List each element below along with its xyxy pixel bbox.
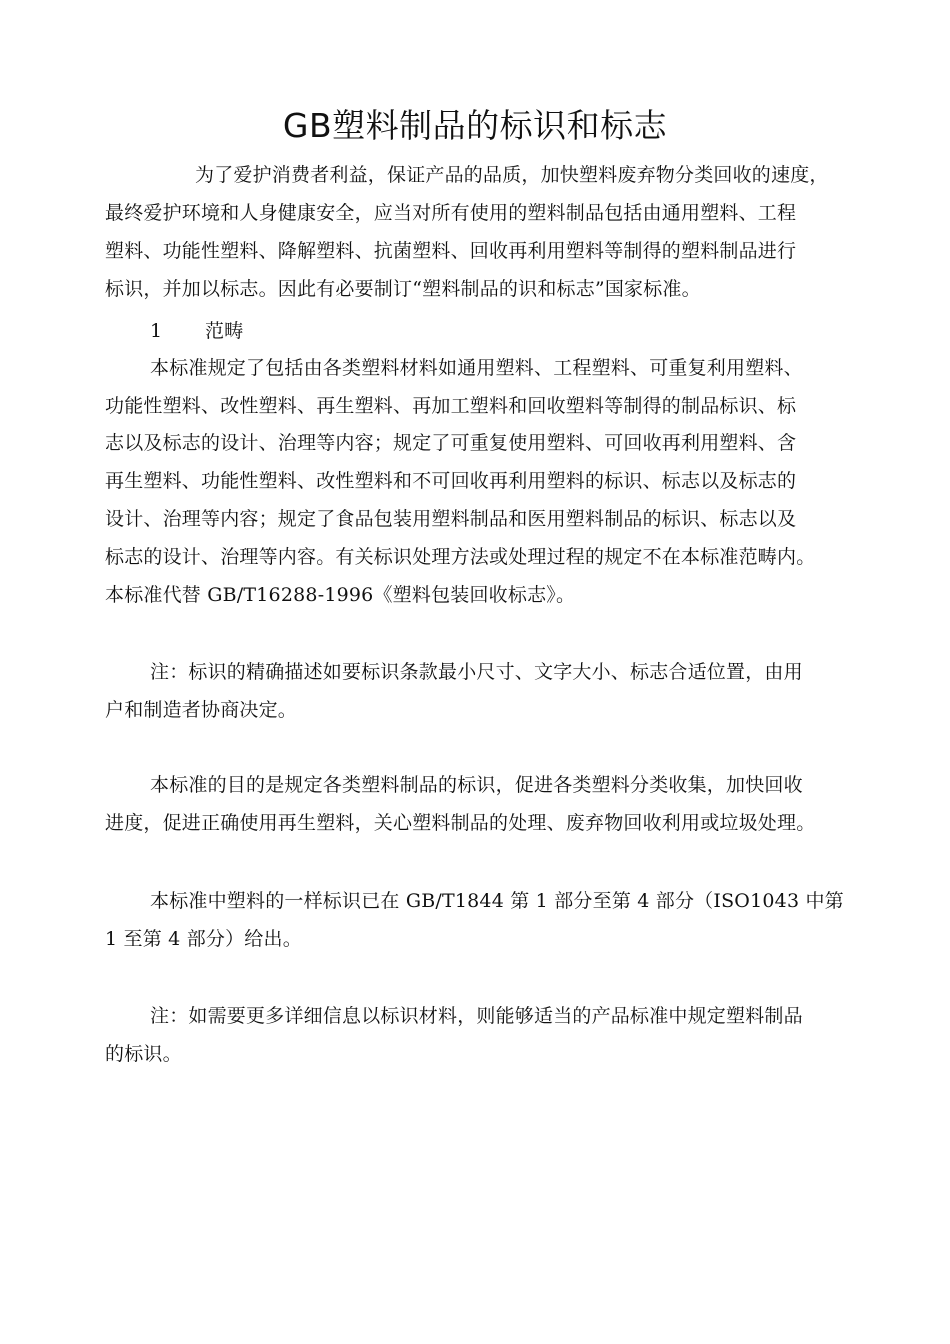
intro-line-4: 标识，并加以标志。因此有必要制订“塑料制品的识和标志”国家标准。 bbox=[105, 278, 701, 300]
intro-line-1: 为了爱护消费者利益，保证产品的品质，加快塑料废弃物分类回收的速度， bbox=[195, 164, 829, 186]
document-title: GB塑料制品的标识和标志 bbox=[282, 106, 668, 145]
scope-line-6: 标志的设计、治理等内容。有关标识处理方法或处理过程的规定不在本标准范畴内。 bbox=[105, 546, 816, 568]
scope-line-2: 功能性塑料、改性塑料、再生塑料、再加工塑料和回收塑料等制得的制品标识、标 bbox=[105, 395, 797, 417]
scope-line-4: 再生塑料、功能性塑料、改性塑料和不可回收再利用塑料的标识、标志以及标志的 bbox=[105, 470, 797, 492]
scope-line-1: 本标准规定了包括由各类塑料材料如通用塑料、工程塑料、可重复利用塑料、 bbox=[150, 357, 803, 379]
note2-line-1: 注：如需要更多详细信息以标识材料，则能够适当的产品标准中规定塑料制品 bbox=[150, 1005, 803, 1027]
purpose-line-1: 本标准的目的是规定各类塑料制品的标识，促进各类塑料分类收集，加快回收 bbox=[150, 774, 803, 796]
intro-line-3: 塑料、功能性塑料、降解塑料、抗菌塑料、回收再利用塑料等制得的塑料制品进行 bbox=[105, 240, 797, 262]
reference-line-2: 1 至第 4 部分）给出。 bbox=[105, 928, 302, 950]
purpose-line-2: 进度，促进正确使用再生塑料，关心塑料制品的处理、废弃物回收利用或垃圾处理。 bbox=[105, 812, 816, 834]
scope-line-3: 志以及标志的设计、治理等内容；规定了可重复使用塑料、可回收再利用塑料、含 bbox=[105, 432, 797, 454]
section-number: 1 bbox=[150, 320, 163, 342]
scope-line-5: 设计、治理等内容；规定了食品包装用塑料制品和医用塑料制品的标识、标志以及 bbox=[105, 508, 797, 530]
intro-line-2: 最终爱护环境和人身健康安全，应当对所有使用的塑料制品包括由通用塑料、工程 bbox=[105, 202, 797, 224]
note1-line-1: 注：标识的精确描述如要标识条款最小尺寸、文字大小、标志合适位置，由用 bbox=[150, 661, 803, 683]
note1-line-2: 户和制造者协商决定。 bbox=[105, 699, 298, 721]
scope-line-7: 本标准代替 GB/T16288-1996《塑料包装回收标志》。 bbox=[105, 584, 576, 606]
reference-line-1: 本标准中塑料的一样标识已在 GB/T1844 第 1 部分至第 4 部分（ISO1043 中第 bbox=[150, 890, 844, 912]
section-name: 范畴 bbox=[205, 320, 244, 342]
note2-line-2: 的标识。 bbox=[105, 1043, 182, 1065]
